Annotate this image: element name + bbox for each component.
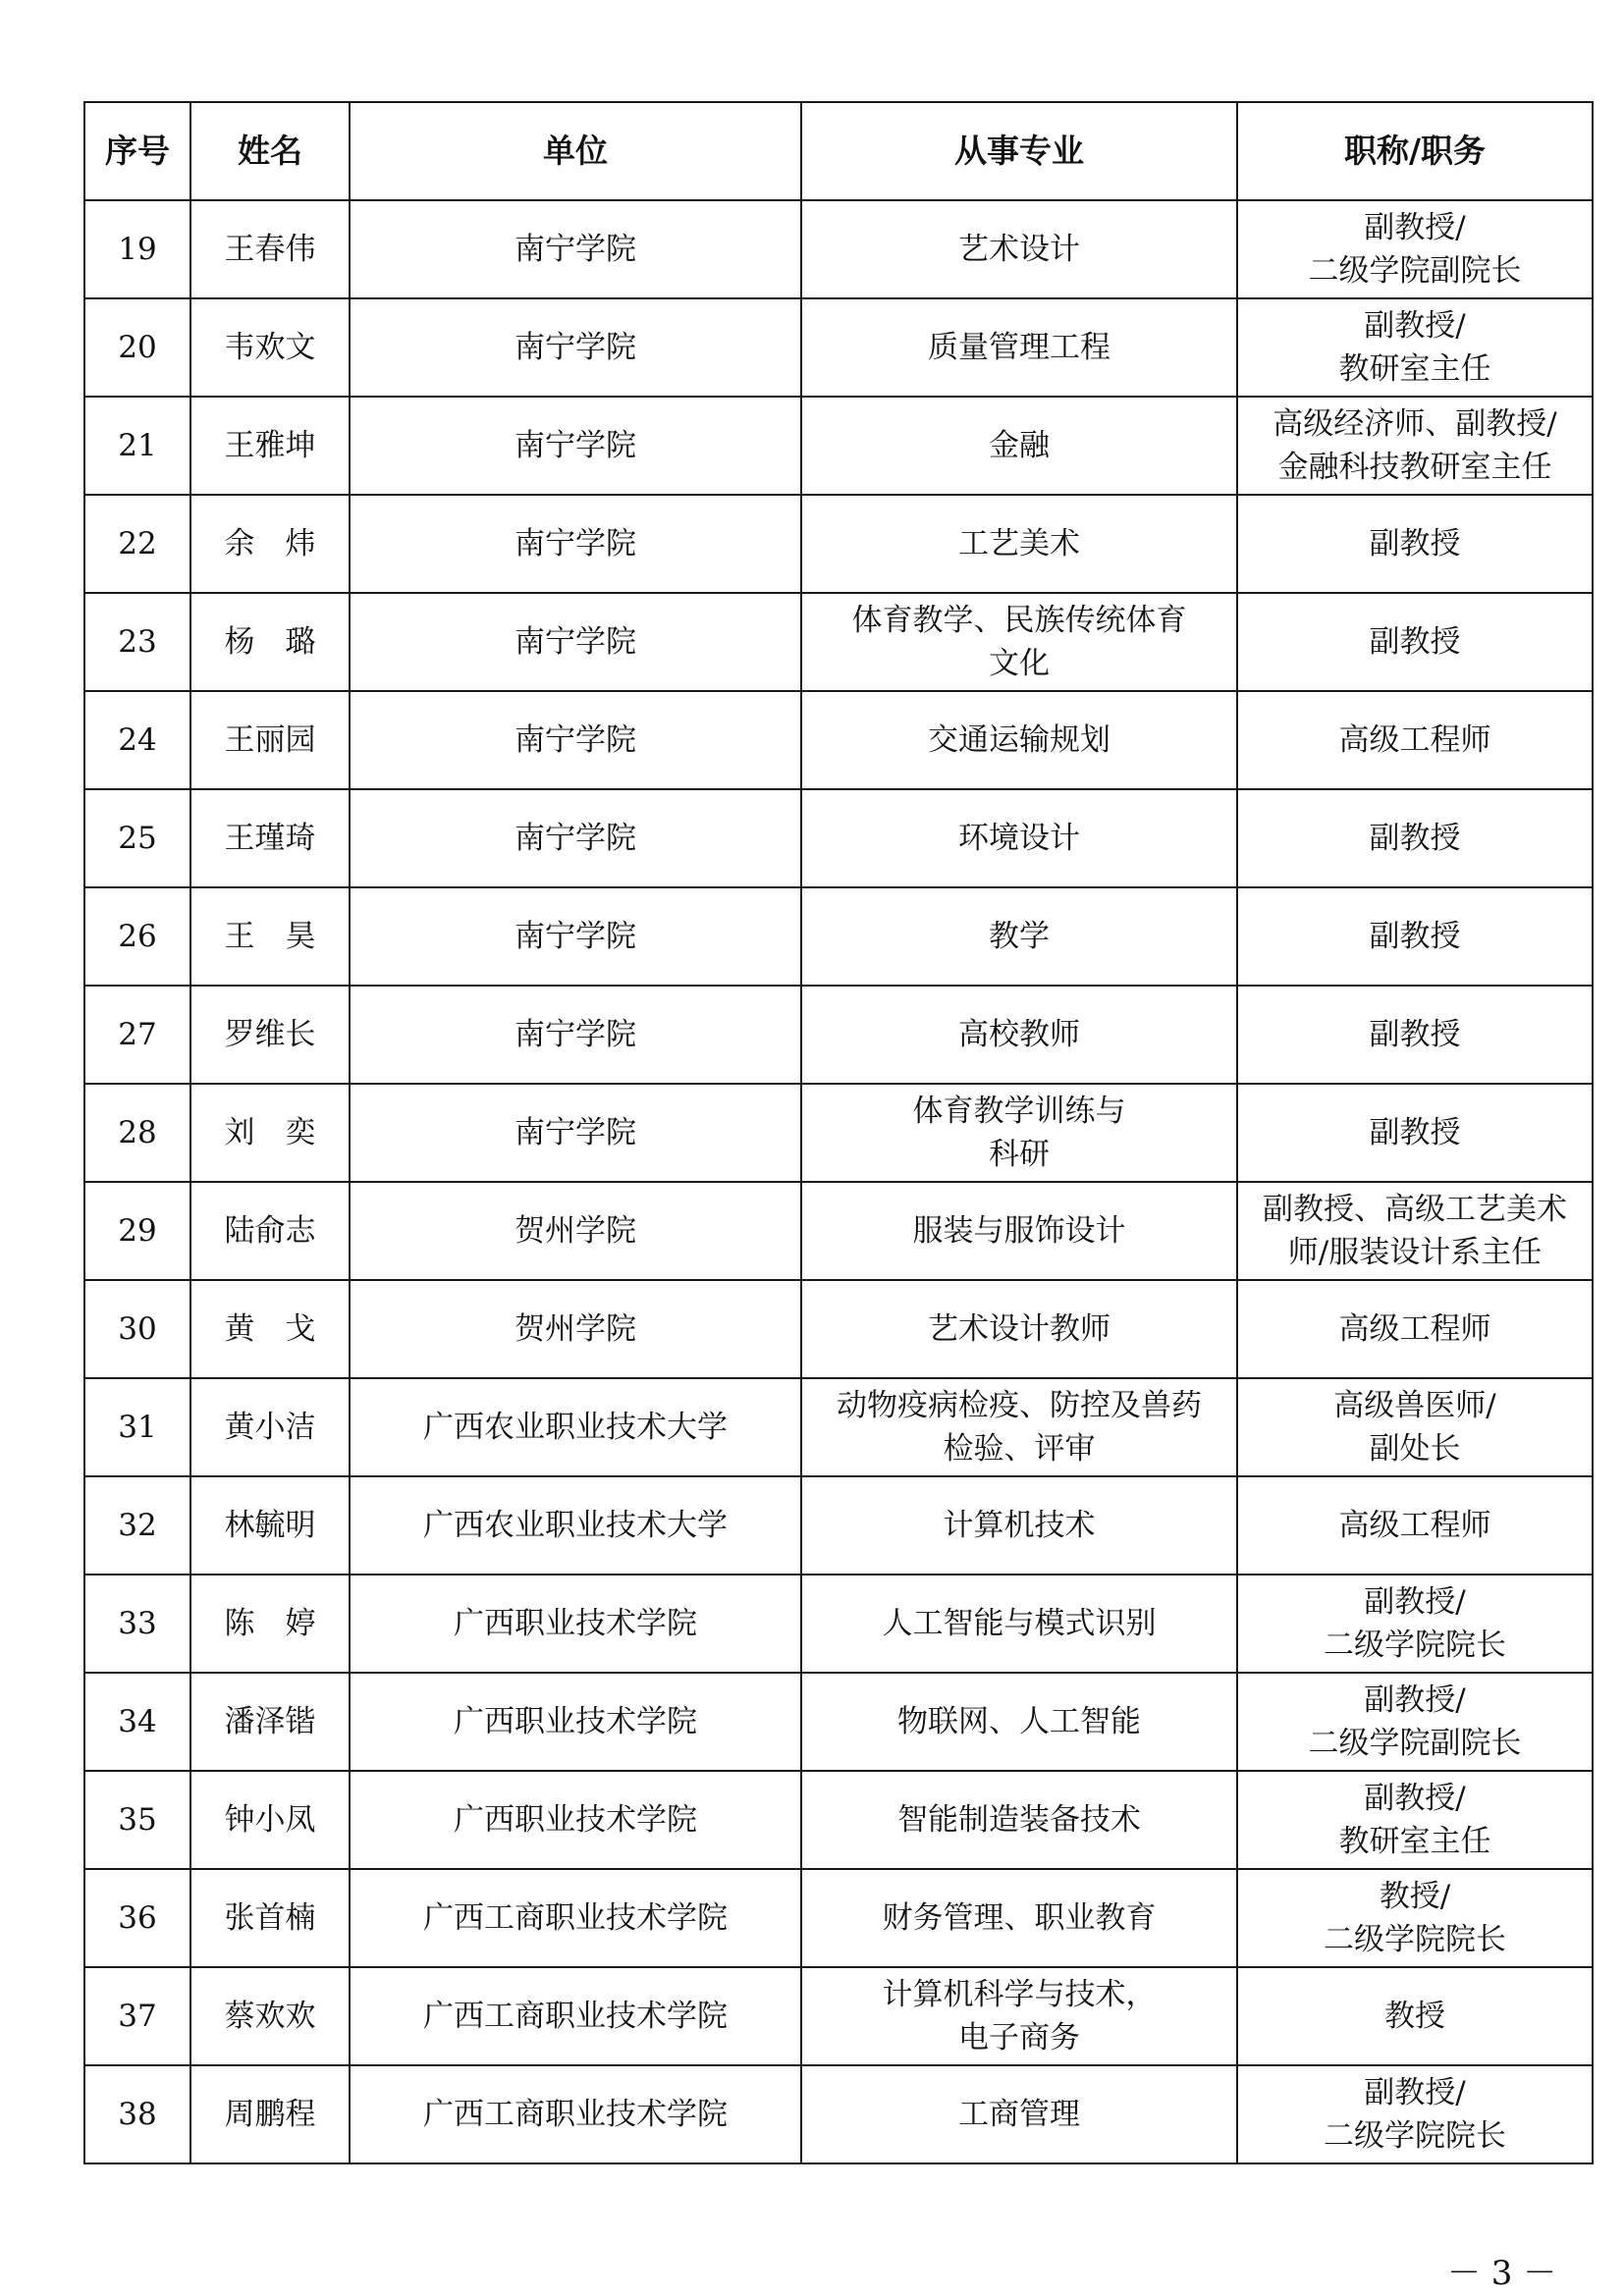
table-row <box>84 1771 1593 1869</box>
cell-title-text: 高级工程师 <box>1338 1311 1491 1347</box>
cell-unit-text: 南宁学院 <box>514 919 636 954</box>
cell-title <box>1237 1869 1593 1967</box>
cell-major-text: 高校教师 <box>958 1017 1080 1052</box>
cell-no <box>84 887 190 986</box>
cell-unit <box>350 2065 801 2163</box>
cell-name-text: 王瑾琦 <box>224 821 316 856</box>
cell-name <box>190 1771 350 1869</box>
cell-no-text: 26 <box>118 919 157 954</box>
cell-title-text: 教研室主任 <box>1338 351 1491 387</box>
cell-major-text: 工艺美术 <box>958 526 1080 561</box>
cell-major <box>801 887 1237 986</box>
table-row <box>84 495 1593 593</box>
cell-no <box>84 1280 190 1378</box>
cell-unit-text: 贺州学院 <box>514 1213 636 1249</box>
cell-name <box>190 397 350 495</box>
cell-title-text: 副教授/ <box>1364 1584 1466 1620</box>
cell-title-text: 二级学院院长 <box>1324 2118 1506 2154</box>
cell-title-text: 金融科技教研室主任 <box>1277 450 1552 485</box>
cell-no <box>84 298 190 397</box>
cell-major-text: 艺术设计教师 <box>928 1311 1110 1347</box>
cell-unit-text: 广西农业职业技术大学 <box>423 1508 728 1543</box>
cell-unit <box>350 495 801 593</box>
cell-name-text: 刘 奕 <box>224 1115 316 1150</box>
cell-unit <box>350 1378 801 1476</box>
cell-title <box>1237 593 1593 691</box>
cell-title <box>1237 298 1593 397</box>
page-number: － 3 － <box>1447 2254 1557 2293</box>
cell-unit-text: 南宁学院 <box>514 1017 636 1052</box>
table-row <box>84 1575 1593 1673</box>
cell-no-text: 37 <box>118 1999 157 2034</box>
cell-no-text: 35 <box>118 1802 157 1838</box>
cell-major <box>801 1280 1237 1378</box>
cell-name-text: 余 炜 <box>224 526 316 561</box>
cell-title-text: 二级学院院长 <box>1324 1628 1506 1663</box>
cell-unit <box>350 1673 801 1771</box>
cell-major <box>801 1476 1237 1575</box>
table-row <box>84 1476 1593 1575</box>
cell-name-text: 潘泽锴 <box>224 1704 316 1739</box>
cell-name <box>190 1378 350 1476</box>
cell-no <box>84 691 190 789</box>
cell-major <box>801 495 1237 593</box>
cell-title <box>1237 986 1593 1084</box>
cell-unit-text: 南宁学院 <box>514 1115 636 1150</box>
cell-major <box>801 986 1237 1084</box>
cell-major <box>801 789 1237 887</box>
cell-major-text: 体育教学、民族传统体育 <box>851 603 1187 638</box>
cell-major-text: 质量管理工程 <box>928 330 1110 365</box>
cell-major <box>801 1967 1237 2065</box>
cell-no <box>84 1869 190 1967</box>
cell-title <box>1237 1378 1593 1476</box>
cell-major <box>801 593 1237 691</box>
cell-unit-text: 南宁学院 <box>514 232 636 267</box>
cell-title <box>1237 1575 1593 1673</box>
cell-major-text: 电子商务 <box>958 2020 1080 2056</box>
cell-name <box>190 1084 350 1182</box>
cell-title-text: 教授/ <box>1379 1879 1451 1914</box>
cell-title <box>1237 1967 1593 2065</box>
cell-major <box>801 397 1237 495</box>
cell-no <box>84 1084 190 1182</box>
cell-no <box>84 1575 190 1673</box>
cell-unit <box>350 1476 801 1575</box>
header-major: 从事专业 <box>801 102 1237 200</box>
cell-name-text: 王 昊 <box>224 919 316 954</box>
cell-title <box>1237 1673 1593 1771</box>
cell-unit <box>350 1182 801 1280</box>
cell-title <box>1237 1280 1593 1378</box>
cell-name-text: 王春伟 <box>224 232 316 267</box>
cell-name <box>190 298 350 397</box>
cell-title-text: 二级学院副院长 <box>1308 1726 1522 1761</box>
cell-unit <box>350 691 801 789</box>
cell-major-text: 科研 <box>989 1137 1050 1172</box>
table-row <box>84 1673 1593 1771</box>
cell-major <box>801 1771 1237 1869</box>
header-title: 职称/职务 <box>1237 102 1593 200</box>
cell-name-text: 王丽园 <box>224 722 316 758</box>
table-row <box>84 298 1593 397</box>
cell-no-text: 32 <box>118 1508 157 1543</box>
cell-major-text: 财务管理、职业教育 <box>882 1900 1157 1936</box>
header-name: 姓名 <box>190 102 350 200</box>
cell-no <box>84 1182 190 1280</box>
cell-title-text: 副教授/ <box>1364 1781 1466 1816</box>
cell-title-text: 副教授/ <box>1364 308 1466 344</box>
cell-no <box>84 1378 190 1476</box>
cell-major <box>801 691 1237 789</box>
cell-name-text: 陈 婷 <box>224 1606 316 1641</box>
cell-unit <box>350 887 801 986</box>
cell-unit <box>350 986 801 1084</box>
cell-major <box>801 200 1237 298</box>
cell-title <box>1237 691 1593 789</box>
cell-major-text: 计算机技术 <box>943 1508 1096 1543</box>
cell-no-text: 28 <box>118 1115 157 1150</box>
cell-no-text: 27 <box>118 1017 157 1052</box>
cell-no <box>84 200 190 298</box>
cell-major-text: 动物疫病检疫、防控及兽药 <box>837 1388 1202 1423</box>
cell-no-text: 36 <box>118 1900 157 1936</box>
cell-no <box>84 593 190 691</box>
cell-major-text: 工商管理 <box>958 2097 1080 2132</box>
cell-major-text: 教学 <box>989 919 1050 954</box>
cell-name <box>190 1575 350 1673</box>
cell-name-text: 王雅坤 <box>224 428 316 463</box>
table-row <box>84 986 1593 1084</box>
cell-unit-text: 南宁学院 <box>514 526 636 561</box>
cell-no <box>84 495 190 593</box>
table-row <box>84 593 1593 691</box>
cell-name-text: 黄小洁 <box>224 1410 316 1445</box>
cell-unit-text: 南宁学院 <box>514 722 636 758</box>
cell-title-text: 副教授、高级工艺美术 <box>1263 1192 1567 1227</box>
cell-no-text: 24 <box>118 722 157 758</box>
cell-title <box>1237 1771 1593 1869</box>
cell-unit <box>350 1771 801 1869</box>
cell-major <box>801 1182 1237 1280</box>
cell-no-text: 30 <box>118 1311 157 1347</box>
cell-unit-text: 广西职业技术学院 <box>454 1704 697 1739</box>
cell-unit <box>350 397 801 495</box>
cell-major <box>801 1869 1237 1967</box>
cell-name <box>190 691 350 789</box>
cell-name-text: 周鹏程 <box>224 2097 316 2132</box>
cell-no <box>84 1771 190 1869</box>
table-row <box>84 691 1593 789</box>
cell-no-text: 21 <box>118 428 157 463</box>
cell-major <box>801 298 1237 397</box>
cell-unit <box>350 1967 801 2065</box>
cell-no <box>84 986 190 1084</box>
cell-title-text: 高级经济师、副教授/ <box>1272 406 1557 442</box>
cell-title <box>1237 200 1593 298</box>
cell-no-text: 33 <box>118 1606 157 1641</box>
cell-no <box>84 789 190 887</box>
cell-unit-text: 广西工商职业技术学院 <box>423 1999 728 2034</box>
cell-title-text: 副教授/ <box>1364 1682 1466 1718</box>
header-no: 序号 <box>84 102 190 200</box>
cell-title-text: 高级兽医师/ <box>1333 1388 1496 1423</box>
cell-title <box>1237 887 1593 986</box>
cell-title-text: 副教授/ <box>1364 2075 1466 2110</box>
cell-major-text: 人工智能与模式识别 <box>882 1606 1157 1641</box>
cell-major-text: 艺术设计 <box>958 232 1080 267</box>
cell-title <box>1237 1476 1593 1575</box>
cell-major-text: 物联网、人工智能 <box>897 1704 1141 1739</box>
cell-major-text: 智能制造装备技术 <box>897 1802 1141 1838</box>
cell-title-text: 教研室主任 <box>1338 1824 1491 1859</box>
table-row <box>84 1182 1593 1280</box>
cell-name-text: 陆俞志 <box>224 1213 316 1249</box>
cell-name-text: 林毓明 <box>224 1508 316 1543</box>
cell-no <box>84 1967 190 2065</box>
table-row <box>84 200 1593 298</box>
cell-name <box>190 1869 350 1967</box>
cell-unit-text: 广西工商职业技术学院 <box>423 2097 728 2132</box>
cell-title <box>1237 2065 1593 2163</box>
cell-major-text: 金融 <box>989 428 1050 463</box>
cell-major <box>801 1378 1237 1476</box>
cell-unit <box>350 593 801 691</box>
cell-major <box>801 1084 1237 1182</box>
cell-title-text: 副教授 <box>1369 1017 1461 1052</box>
cell-name <box>190 1476 350 1575</box>
cell-name <box>190 887 350 986</box>
cell-name <box>190 1182 350 1280</box>
cell-major <box>801 1673 1237 1771</box>
cell-unit-text: 南宁学院 <box>514 330 636 365</box>
table-row <box>84 1280 1593 1378</box>
cell-no-text: 34 <box>118 1704 157 1739</box>
cell-name <box>190 1967 350 2065</box>
table-header <box>84 102 1593 200</box>
cell-title-text: 副教授 <box>1369 526 1461 561</box>
cell-unit-text: 广西职业技术学院 <box>454 1802 697 1838</box>
cell-title-text: 副教授/ <box>1364 210 1466 245</box>
header-unit: 单位 <box>350 102 801 200</box>
cell-no-text: 23 <box>118 624 157 660</box>
cell-unit <box>350 789 801 887</box>
cell-no <box>84 1476 190 1575</box>
header-row <box>84 102 1593 200</box>
cell-title <box>1237 789 1593 887</box>
cell-title-text: 二级学院院长 <box>1324 1922 1506 1957</box>
table-body <box>84 200 1593 2163</box>
cell-unit-text: 贺州学院 <box>514 1311 636 1347</box>
cell-major <box>801 1575 1237 1673</box>
cell-name-text: 杨 璐 <box>224 624 316 660</box>
cell-no <box>84 1673 190 1771</box>
cell-name-text: 张首楠 <box>224 1900 316 1936</box>
cell-name <box>190 986 350 1084</box>
cell-name <box>190 200 350 298</box>
cell-no-text: 22 <box>118 526 157 561</box>
cell-title-text: 高级工程师 <box>1338 722 1491 758</box>
cell-major-text: 体育教学训练与 <box>912 1094 1126 1129</box>
cell-name-text: 钟小凤 <box>224 1802 316 1838</box>
cell-name-text: 蔡欢欢 <box>224 1999 316 2034</box>
cell-name-text: 罗维长 <box>224 1017 316 1052</box>
cell-title-text: 副处长 <box>1369 1431 1461 1467</box>
cell-unit-text: 广西农业职业技术大学 <box>423 1410 728 1445</box>
cell-name-text: 黄 戈 <box>224 1311 316 1347</box>
cell-no-text: 31 <box>118 1410 157 1445</box>
cell-major-text: 计算机科学与技术， <box>882 1977 1157 2012</box>
cell-major-text: 检验、评审 <box>943 1431 1096 1467</box>
table-row <box>84 887 1593 986</box>
cell-title-text: 高级工程师 <box>1338 1508 1491 1543</box>
cell-name <box>190 495 350 593</box>
cell-no-text: 19 <box>118 232 157 267</box>
cell-unit <box>350 1869 801 1967</box>
cell-name <box>190 593 350 691</box>
table-row <box>84 1967 1593 2065</box>
cell-name <box>190 1280 350 1378</box>
cell-no <box>84 397 190 495</box>
cell-no-text: 25 <box>118 821 157 856</box>
cell-unit <box>350 200 801 298</box>
cell-name <box>190 2065 350 2163</box>
table-row <box>84 2065 1593 2163</box>
cell-major-text: 文化 <box>989 646 1050 681</box>
table-row <box>84 1378 1593 1476</box>
table-row <box>84 789 1593 887</box>
cell-no-text: 38 <box>118 2097 157 2132</box>
cell-unit-text: 广西职业技术学院 <box>454 1606 697 1641</box>
cell-title-text: 副教授 <box>1369 919 1461 954</box>
cell-no-text: 29 <box>118 1213 157 1249</box>
cell-title-text: 副教授 <box>1369 821 1461 856</box>
cell-title <box>1237 1182 1593 1280</box>
cell-unit <box>350 1280 801 1378</box>
cell-title-text: 二级学院副院长 <box>1308 253 1522 289</box>
cell-name <box>190 1673 350 1771</box>
cell-name-text: 韦欢文 <box>224 330 316 365</box>
expert-table <box>83 101 1594 2164</box>
table-row <box>84 1869 1593 1967</box>
table-row <box>84 397 1593 495</box>
table-row <box>84 1084 1593 1182</box>
cell-title <box>1237 397 1593 495</box>
cell-title-text: 副教授 <box>1369 624 1461 660</box>
cell-title-text: 教授 <box>1384 1999 1445 2034</box>
cell-title <box>1237 1084 1593 1182</box>
cell-no <box>84 2065 190 2163</box>
cell-unit <box>350 298 801 397</box>
cell-title-text: 副教授 <box>1369 1115 1461 1150</box>
cell-unit <box>350 1575 801 1673</box>
cell-name <box>190 789 350 887</box>
cell-title-text: 师/服装设计系主任 <box>1287 1235 1543 1270</box>
cell-no-text: 20 <box>118 330 157 365</box>
cell-unit-text: 南宁学院 <box>514 624 636 660</box>
cell-unit-text: 南宁学院 <box>514 428 636 463</box>
cell-unit-text: 南宁学院 <box>514 821 636 856</box>
cell-major-text: 环境设计 <box>958 821 1080 856</box>
cell-unit <box>350 1084 801 1182</box>
cell-major <box>801 2065 1237 2163</box>
cell-title <box>1237 495 1593 593</box>
cell-major-text: 服装与服饰设计 <box>912 1213 1126 1249</box>
cell-major-text: 交通运输规划 <box>928 722 1110 758</box>
cell-unit-text: 广西工商职业技术学院 <box>423 1900 728 1936</box>
